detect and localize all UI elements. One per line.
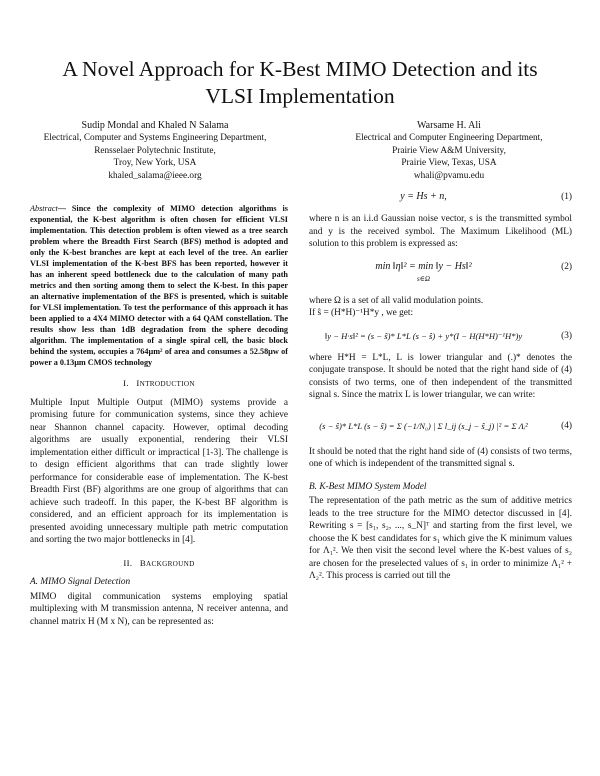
section-rest: ACKGROUND bbox=[146, 559, 195, 568]
section-cap: B bbox=[139, 557, 146, 568]
title-line-2: VLSI Implementation bbox=[205, 84, 395, 108]
equation-2 bbox=[309, 261, 572, 291]
abstract-label: Abstract bbox=[30, 204, 58, 213]
equation-2-subscript: s∈Ω bbox=[417, 275, 430, 283]
author-email: khaled_salama@ieee.org bbox=[108, 170, 202, 181]
signal-detection-paragraph: MIMO digital communication systems employing spatial multiplexing with M transmission antenna, N receiver antenna, and channel matrix H (M x N), can be represented as: bbox=[30, 591, 288, 627]
right-column bbox=[309, 187, 572, 583]
section-numeral: II. bbox=[123, 557, 133, 568]
section-cap: I bbox=[136, 378, 140, 388]
title-line-1: A Novel Approach for K-Best MIMO Detection and its bbox=[62, 57, 538, 81]
author-location: Troy, New York, USA bbox=[113, 158, 197, 169]
kbest-model-paragraph: The representation of the path metric as the sum of additive metrics leads to the tree structure for the MIMO detector discussed in [4]. Rewriting s = [s₁, s₂, ..., s_N]ᵀ and starting from the first level, we choose the K best candidates for s₁ which give the K minimum values for Λ₁². We then visit the second level where the K-best values of s₂ are chosen for the preselected values of s₁ in order to minimize Λ₁² + Λ₂². This process is carried out till the bbox=[309, 496, 572, 581]
author-institution: Rensselaer Polytechnic Institute, bbox=[94, 145, 216, 156]
equation-1-number: (1) bbox=[561, 192, 572, 202]
equation-2-body bbox=[309, 261, 538, 286]
author-location: Prairie View, Texas, USA bbox=[401, 158, 497, 169]
equation-1-body: y = Hs + n, bbox=[400, 191, 447, 202]
author-name: Warsame H. Ali bbox=[417, 120, 481, 131]
section-rest: NTRODUCTION bbox=[139, 380, 195, 388]
equation-3-number: (3) bbox=[561, 330, 572, 341]
equation-4-body: (s − ŝ)* L*L (s − ŝ) = Σ (−1/N₀) | Σ l_ij (s_j − ŝ_j) |² = Σ Λᵢ² bbox=[319, 420, 528, 431]
abstract bbox=[30, 203, 288, 368]
section-heading-introduction bbox=[30, 377, 288, 391]
author-institution: Prairie View A&M University, bbox=[392, 145, 506, 156]
author-email: whali@pvamu.edu bbox=[413, 170, 485, 181]
introduction-paragraph: Multiple Input Multiple Output (MIMO) systems provide a promising future for communication systems, since they achieve near Shannon channel capacity. However, optimal decoding algorithms are usually exponential, rendering their VLSI implementation either difficult or impractical [1-3]. The challenge is to design efficient algorithms that can trade slightly lower performance for considerable ease of implementation. The K-best Breadth First (BF) algorithms are one group of algorithms that can achieve such tradeoff. In this paper, the K-best BF algorithm is considered, and an efficient approach for its implementation is presented avoiding unnecessary multiple path metric computation and sorting the two major bottlenecks in [4]. bbox=[30, 397, 288, 545]
estimate-definition-text: If ŝ = (H*H)⁻¹H*y , we get: bbox=[309, 308, 414, 318]
triangular-paragraph: where H*H = L*L, L is lower triangular and (.)* denotes the conjugate transpose. It should be noted that the right hand side of (4) consists of two terms, one of then independent of the transmitted signal s. Since the matrix L is lower triangular, we can write: bbox=[309, 352, 572, 400]
author-block-2 bbox=[318, 120, 580, 182]
equation-2-expression: min ‖η‖² = min ‖y − Hs‖² bbox=[375, 260, 472, 272]
author-affiliation: Electrical and Computer Engineering Department, bbox=[355, 133, 543, 144]
equation-4-number: (4) bbox=[561, 420, 572, 431]
subsection-heading-kbest-model: B. K-Best MIMO System Model bbox=[309, 481, 427, 492]
left-column bbox=[30, 203, 288, 628]
subsection-heading-signal-detection: A. MIMO Signal Detection bbox=[30, 577, 131, 587]
ml-intro-paragraph: where n is an i.i.d Gaussian noise vector, s is the transmitted symbol and y is the received symbol. The Maximum Likelihood (ML) solution to this problem is expressed as: bbox=[309, 214, 572, 249]
paper-title bbox=[20, 56, 580, 110]
equation-4 bbox=[309, 412, 572, 442]
equation-1 bbox=[309, 191, 572, 209]
author-name: Sudip Mondal and Khaled N Salama bbox=[81, 120, 229, 131]
equation-3 bbox=[309, 330, 572, 348]
author-block-1 bbox=[30, 120, 280, 182]
section-heading-background bbox=[30, 557, 288, 571]
abstract-text: — Since the complexity of MIMO detection algorithms is exponential, the K-best algorithm is often chosen for efficient VLSI implementation. This detection problem is often viewed as a tree search problem where the Breadth First Search (BFS) method is adopted and only the K-best branches are kept at each level of the tree. An earlier VLSI implementation of the K-best BFS has been reported, however it has an inherent speed bottleneck due to the calculation of many path metrics and then sorting among them to select the K-best. In this paper an alternative implementation of the BFS is presented, which is suitable for VLSI implementation. To test the performance of this approach it has been applied to a 4X4 MIMO detector with a 64 QAM constellation. The results show less than 1dB degradation from the sphere decoding algorithm. The implementation of a single spiral cell, the basic block behind the system, occupies a 764µm² of area and consumes a 52.58µw of power a 0.13µm CMOS technology bbox=[30, 204, 288, 367]
author-affiliation: Electrical, Computer and Systems Engineering Department, bbox=[43, 133, 267, 144]
modulation-set-text: where Ω is a set of all valid modulation points. bbox=[309, 295, 484, 306]
section-numeral: I. bbox=[123, 378, 129, 388]
equation-2-number: (2) bbox=[561, 261, 572, 272]
terms-paragraph: It should be noted that the right hand side of (4) consists of two terms, one of which is independent of the transmitted signal s. bbox=[309, 446, 572, 469]
equation-3-body: ‖y − H·s‖² = (s − ŝ)* L*L (s − ŝ) + y*(I − H(H*H)⁻¹H*)y bbox=[324, 330, 523, 341]
